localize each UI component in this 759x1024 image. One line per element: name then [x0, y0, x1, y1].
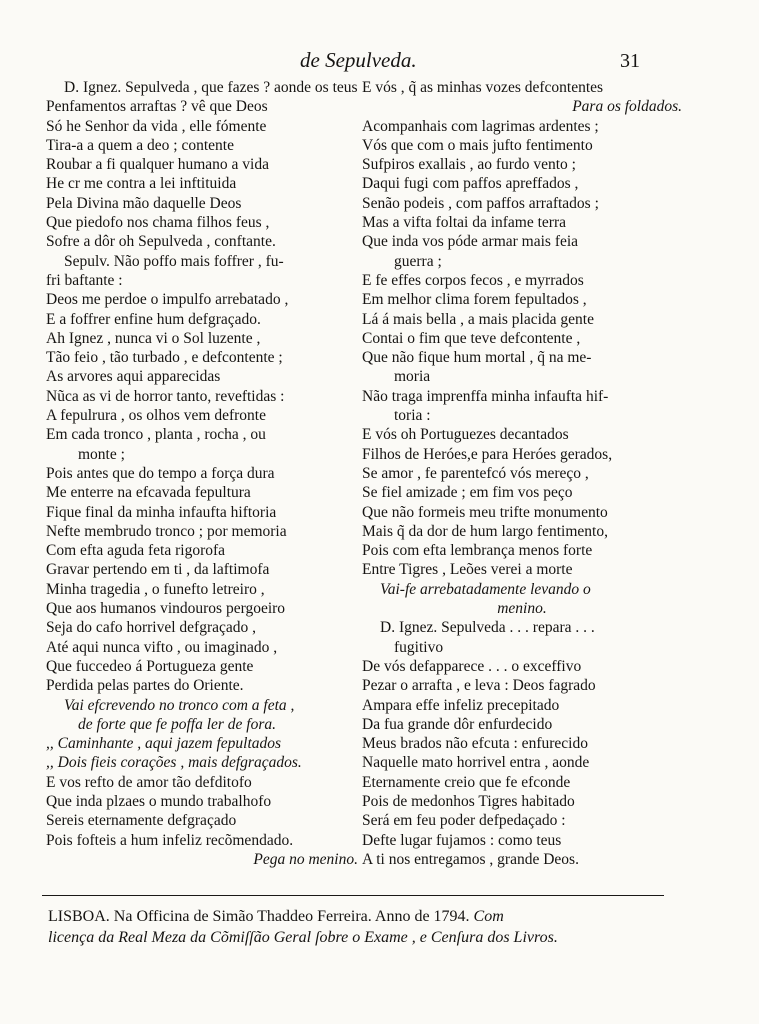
verse-line: Em cada tronco , planta , rocha , ou [46, 426, 266, 444]
verse-line: Me enterre na efcavada fepultura [46, 484, 251, 502]
verse-line: Só he Senhor da vida , elle fómente [46, 117, 267, 135]
verse-line: Roubar a fi qualquer humano a vida [46, 156, 269, 174]
verse-line: De vós defapparece . . . o exceffivo [362, 657, 582, 675]
verse-line: E fe effes corpos fecos , e myrrados [362, 271, 584, 289]
verse-line: Tira-a a quem a deo ; contente [46, 136, 234, 154]
colophon [48, 906, 668, 948]
verse-line: Penfamentos arraftas ? vê que Deos [46, 98, 268, 116]
stage-direction: Pega no menino. [253, 850, 358, 868]
colophon-imprint: LISBOA. Na Officina de Simão Thaddeo Ferreira. Anno de 1794. [48, 908, 470, 925]
verse-line: Vós que com o mais jufto fentimento [362, 136, 593, 154]
verse-line: Ampara effe infeliz precepitado [362, 696, 560, 714]
verse-line: Sufpiros exallais , ao furdo vento ; [362, 156, 576, 174]
verse-line: fri baftante : [46, 271, 123, 289]
page-number: 31 [620, 50, 640, 72]
verse-line: Seja do cafo horrivel defgraçado , [46, 619, 257, 637]
verse-line: Que não formeis meu trifte monumento [362, 503, 608, 521]
colophon-rule [42, 895, 664, 896]
speaker-line: D. Ignez. Sepulveda . . . repara . . . [380, 619, 595, 637]
verse-line: guerra ; [394, 252, 442, 270]
verse-line: Minha tragedia , o funefto letreiro , [46, 580, 265, 598]
verse-line: Se fiel amizade ; em fim vos peço [362, 484, 573, 502]
stage-direction: menino. [497, 600, 547, 618]
verse-line: Naquelle mato horrivel entra , aonde [362, 754, 590, 772]
stage-direction: Vai-fe arrebatadamente levando o [380, 580, 591, 598]
colophon-line-1 [48, 906, 668, 927]
verse-line: monte ; [78, 445, 125, 463]
verse-line: Deos me perdoe o impulfo arrebatado , [46, 291, 289, 309]
verse-line: Mais q̃ da dor de hum largo fentimento, [362, 522, 608, 540]
colophon-line-2: licença da Real Meza da Cõmiſſão Geral ſobre o Exame , e Cenſura dos Livros. [48, 929, 558, 946]
verse-line: Se amor , fe parentefcó vós mereço , [362, 464, 589, 482]
verse-line: moria [394, 368, 431, 386]
verse-line: As arvores aqui apparecidas [46, 368, 221, 386]
verse-line: Senão podeis , com paffos arraftados ; [362, 194, 599, 212]
stage-direction: Vai efcrevendo no tronco com a feta , [64, 696, 295, 714]
verse-line: Lá á mais bella , a mais placida gente [362, 310, 594, 328]
verse-line: Pois de medonhos Tigres habitado [362, 792, 575, 810]
verse-line: Que inda vos póde armar mais feia [362, 233, 579, 251]
running-head [0, 48, 759, 78]
stage-direction: Para os foldados. [572, 98, 682, 116]
verse-line: Que aos humanos vindouros pergoeiro [46, 600, 286, 618]
colophon-licence-start: Com [469, 908, 504, 925]
verse-line: Da fua grande dôr enfurdecido [362, 715, 553, 733]
speaker-line: D. Ignez. Sepulveda , que fazes ? aonde os teus [64, 79, 358, 96]
verse-line: Entre Tigres , Leões verei a morte [362, 561, 573, 579]
verse-line: Acompanhais com lagrimas ardentes ; [362, 117, 599, 135]
verse-line: Meus brados não efcuta : enfurecido [362, 735, 588, 753]
verse-line: Com efta aguda feta rigorofa [46, 542, 226, 560]
verse-line: E vós oh Portuguezes decantados [362, 426, 569, 444]
verse-line: Fique final da minha infaufta hiftoria [46, 503, 277, 521]
verse-line: Que fuccedeo á Portugueza gente [46, 657, 254, 675]
verse-line: Não traga imprenffa minha infaufta hif- [362, 387, 609, 405]
verse-line: Pois com efta lembrança menos forte [362, 542, 593, 560]
left-text-column [46, 78, 358, 869]
verse-line: Que piedofo nos chama filhos feus , [46, 214, 270, 232]
verse-line: fugitivo [394, 638, 444, 656]
verse-line: Sofre a dôr oh Sepulveda , conftante. [46, 233, 276, 251]
verse-line: toria : [394, 407, 431, 425]
verse-line: Tão feio , tão turbado , e defcontente ; [46, 349, 283, 367]
right-text-column [362, 78, 682, 869]
verse-line: Ah Ignez , nunca vi o Sol luzente , [46, 329, 261, 347]
verse-line: Sereis eternamente defgraçado [46, 812, 237, 830]
verse-line: Daqui fugi com paffos apreffados , [362, 175, 579, 193]
verse-line: Pela Divina mão daquelle Deos [46, 194, 242, 212]
verse-line: A ti nos entregamos , grande Deos. [362, 850, 579, 868]
verse-line: Que não fique hum mortal , q̃ na me- [362, 349, 592, 367]
verse-line: Que inda plzaes o mundo trabalhofo [46, 792, 272, 810]
verse-line: ,, Caminhante , aqui jazem fepultados [46, 735, 282, 753]
stage-direction: de forte que fe poffa ler de fora. [78, 715, 277, 733]
verse-line: Contai o fim que teve defcontente , [362, 329, 581, 347]
verse-line: Filhos de Heróes,e para Heróes gerados, [362, 445, 613, 463]
verse-line: Até aqui nunca vifto , ou imaginado , [46, 638, 278, 656]
verse-line: Eternamente creio que fe efconde [362, 773, 571, 791]
speaker-line: Sepulv. Não poffo mais foffrer , fu- [64, 252, 284, 270]
verse-line: Pois antes que do tempo a força dura [46, 464, 275, 482]
verse-line: Mas a vifta foltai da infame terra [362, 214, 566, 232]
verse-line: Nefte membrudo tronco ; por memoria [46, 522, 287, 540]
verse-line: Pezar o arrafta , e leva : Deos fagrado [362, 677, 596, 695]
verse-line: Será em feu poder defpedaçado : [362, 812, 566, 830]
verse-line: E vos refto de amor tão defditofo [46, 773, 252, 791]
verse-line: E a foffrer enfine hum defgraçado. [46, 310, 261, 328]
verse-line: A fepulrura , os olhos vem defronte [46, 407, 266, 425]
verse-line: ,, Dois fieis corações , mais defgraçados. [46, 754, 302, 772]
verse-line: Gravar pertendo em ti , da laftimofa [46, 561, 270, 579]
verse-line: Pois fofteis a hum infeliz recõmendado. [46, 831, 294, 849]
verse-line: He cr me contra a lei inftituida [46, 175, 237, 193]
verse-line: E vós , q̃ as minhas vozes defcontentes [362, 79, 604, 96]
running-title: de Sepulveda. [300, 48, 417, 72]
verse-line: Em melhor clima forem fepultados , [362, 291, 587, 309]
verse-line: Nũca as vi de horror tanto, reveftidas : [46, 387, 285, 405]
verse-line: Defte lugar fujamos : como teus [362, 831, 562, 849]
verse-line: Perdida pelas partes do Oriente. [46, 677, 244, 695]
